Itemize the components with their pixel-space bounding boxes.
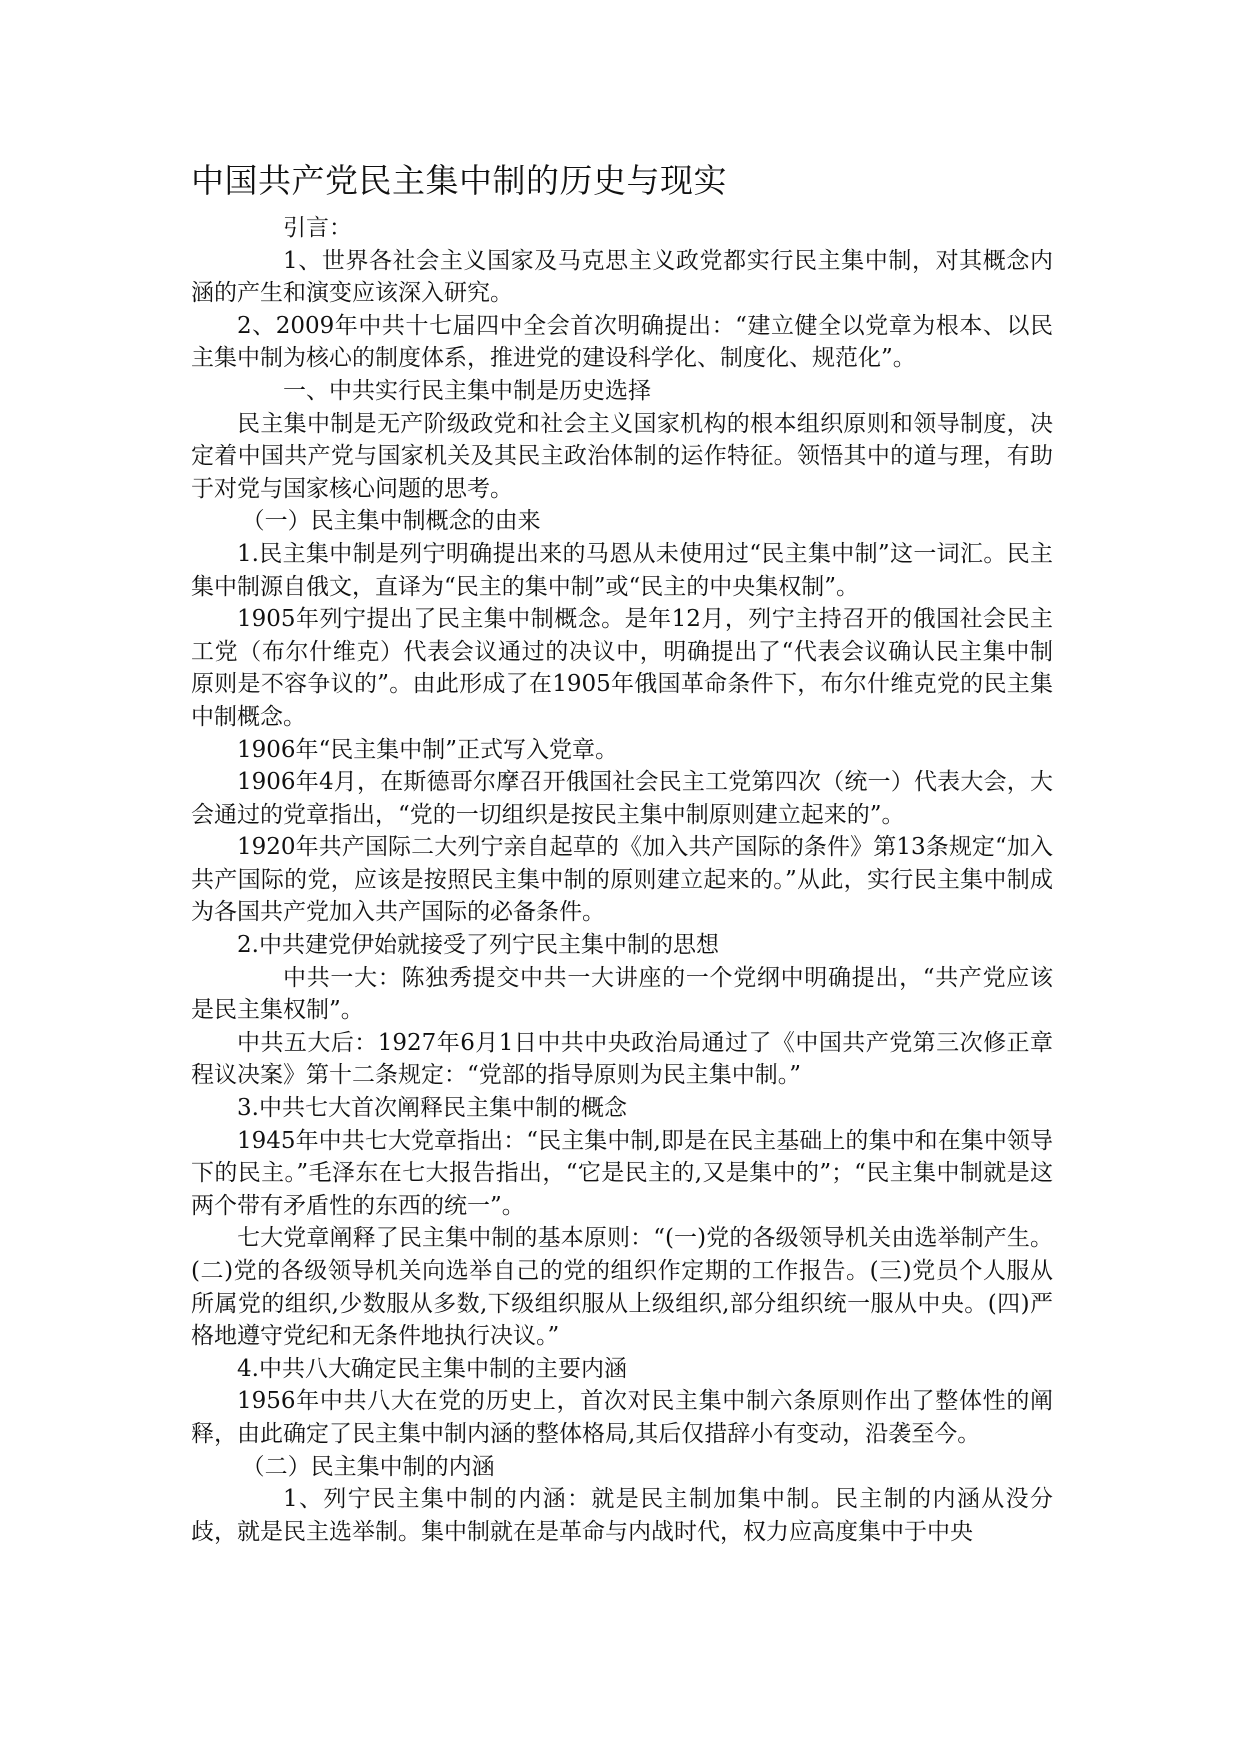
- intro-heading: 引言：: [283, 215, 352, 241]
- paragraph: 1.民主集中制是列宁明确提出来的马恩从未使用过“民主集中制”这一词汇。民主集中制源自俄文，直译为“民主的集中制”或“民主的中央集权制”。: [191, 540, 1053, 600]
- paragraph: 1905年列宁提出了民主集中制概念。是年12月，列宁主持召开的俄国社会民主工党（布尔什维克）代表会议通过的决议中，明确提出了“代表会议确认民主集中制原则是不容争议的”。由此形成了在1905年俄国革命条件下，布尔什维克党的民主集中制概念。: [191, 606, 1053, 730]
- paragraph: 1、世界各社会主义国家及马克思主义政党都实行民主集中制，对其概念内涵的产生和演变应该深入研究。: [191, 247, 1053, 307]
- subsection-heading: （一）民主集中制概念的由来: [241, 508, 541, 535]
- paragraph: 中共一大：陈独秀提交中共一大讲座的一个党纲中明确提出，“共产党应该是民主集权制”。: [191, 964, 1053, 1024]
- paragraph: 1、列宁民主集中制的内涵：就是民主制加集中制。民主制的内涵从没分歧，就是民主选举制。集中制就在是革命与内战时代，权力应高度集中于中央: [191, 1486, 1053, 1545]
- numbered-heading: 3.中共七大首次阐释民主集中制的概念: [237, 1095, 627, 1122]
- paragraph: 民主集中制是无产阶级政党和社会主义国家机构的根本组织原则和领导制度，决定着中国共产党与国家机关及其民主政治体制的运作特征。领悟其中的道与理，有助于对党与国家核心问题的思考。: [191, 410, 1053, 502]
- paragraph: 1906年“民主集中制”正式写入党章。: [237, 736, 619, 763]
- section-heading: 一、中共实行民主集中制是历史选择: [283, 377, 651, 404]
- paragraph: 1956年中共八大在党的历史上，首次对民主集中制六条原则作出了整体性的阐释，由此确定了民主集中制内涵的整体格局,其后仅措辞小有变动，沿袭至今。: [191, 1388, 1053, 1447]
- paragraph: 1920年共产国际二大列宁亲自起草的《加入共产国际的条件》第13条规定“加入共产国际的党，应该是按照民主集中制的原则建立起来的。”从此，实行民主集中制成为各国共产党加入共产国际的必备条件。: [191, 834, 1053, 926]
- paragraph: 七大党章阐释了民主集中制的基本原则：“(一)党的各级领导机关由选举制产生。(二)党的各级领导机关向选举自己的党的组织作定期的工作报告。(三)党员个人服从所属党的组织,少数服从多数,下级组织服从上级组织,部分组织统一服从中央。(四)严格地遵守党纪和无条件地执行决议。”: [191, 1225, 1053, 1350]
- paragraph: 1945年中共七大党章指出：“民主集中制,即是在民主基础上的集中和在集中领导下的民主。”毛泽东在七大报告指出，“它是民主的,又是集中的”；“民主集中制就是这两个带有矛盾性的东西的统一”。: [191, 1127, 1053, 1219]
- numbered-heading: 4.中共八大确定民主集中制的主要内涵: [237, 1355, 627, 1382]
- paragraph: 1906年4月，在斯德哥尔摩召开俄国社会民主工党第四次（统一）代表大会，大会通过的党章指出，“党的一切组织是按民主集中制原则建立起来的”。: [191, 769, 1053, 828]
- document-page: [191, 160, 1053, 1548]
- numbered-heading: 2.中共建党伊始就接受了列宁民主集中制的思想: [237, 932, 719, 959]
- document-title: 中国共产党民主集中制的历史与现实: [191, 161, 727, 200]
- subsection-heading: （二）民主集中制的内涵: [241, 1453, 495, 1480]
- paragraph: 2、2009年中共十七届四中全会首次明确提出：“建立健全以党章为根本、以民主集中制为核心的制度体系，推进党的建设科学化、制度化、规范化”。: [191, 312, 1053, 372]
- paragraph: 中共五大后：1927年6月1日中共中央政治局通过了《中国共产党第三次修正章程议决案》第十二条规定：“党部的指导原则为民主集中制。”: [191, 1029, 1053, 1089]
